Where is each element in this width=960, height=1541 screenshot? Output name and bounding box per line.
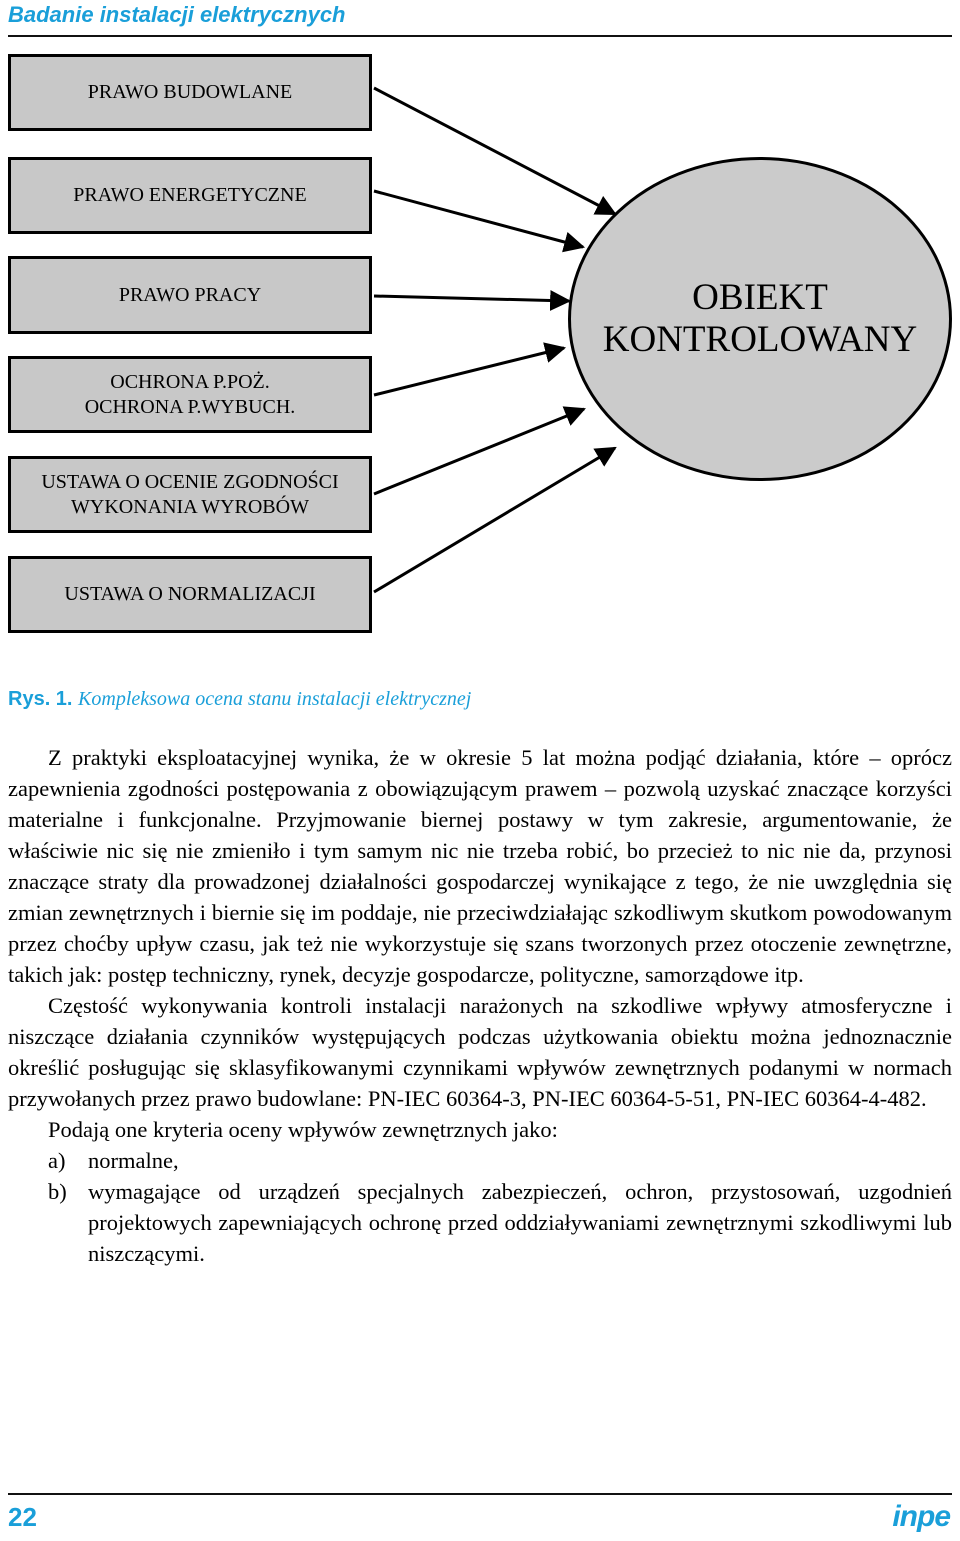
arrow-6 (374, 448, 615, 592)
running-header: Badanie instalacji elektrycznych (8, 2, 346, 27)
figure-caption (8, 688, 471, 711)
box-label-line1: USTAWA O OCENIE ZGODNOŚCI (41, 470, 339, 493)
box-label-line2: OCHRONA P.WYBUCH. (84, 395, 296, 418)
box-label-line1: OCHRONA P.POŻ. (110, 370, 270, 393)
caption-label: Rys. 1. (8, 688, 73, 710)
list-item (8, 1176, 952, 1269)
arrow-2 (374, 191, 583, 247)
paragraph-1: Z praktyki eksploatacyjnej wynika, że w okresie 5 lat można podjąć działania, które – oprócz zapewnienia zgodności postępowania z obowiązującym prawem – pozwolą uzyskać znaczące korzyści materialne i funkcjonalne. Przyjmowanie biernej postawy w tym zakresie, argumentowanie, że właściwie nic się nie zmieniło i tym samym nic nie trzeba robić, bo przecież to nic nie da, przynosi znaczące straty dla prowadzonej działalności gospodarczej wynikające z tego, że nie uwzględnia się zmian zewnętrznych i biernie się im poddaje, nie przeciwdziałając szkodliwym skutkom powodowanym przez choćby upływ czasu, jak też nie wykorzystuje się szans tworzonych przez otoczenie zewnętrzne, takich jak: postęp techniczny, rynek, decyzje gospodarcze, polityczne, samorządowe itp. (8, 745, 952, 987)
footer-rule (8, 1493, 952, 1495)
list-text: normalne, (88, 1148, 179, 1173)
list-item (8, 1145, 952, 1176)
arrow-5 (374, 409, 584, 494)
box-label: USTAWA O NORMALIZACJI (64, 583, 316, 605)
arrow-1 (374, 88, 615, 214)
body-text (8, 742, 952, 1269)
publisher-logo: inpe (892, 1500, 950, 1533)
list-text: wymagające od urządzeń specjalnych zabezpieczeń, ochron, przystosowań, uzgodnień projektowych zapewniających ochronę przed oddziaływaniami zewnętrznymi szkodliwymi lub niszczącymi. (88, 1179, 952, 1266)
caption-text: Kompleksowa ocena stanu instalacji elektrycznej (78, 688, 472, 710)
arrow-3 (374, 296, 569, 301)
box-label: PRAWO ENERGETYCZNE (73, 184, 307, 206)
box-label: PRAWO PRACY (118, 283, 262, 306)
paragraph-2: Częstość wykonywania kontroli instalacji narażonych na szkodliwe wpływy atmosferyczne i niszczące działania czynników występujących podczas użytkowania obiektu można jednoznacznie określić posługując się sklasyfikowanymi czynnikami wpływów zewnętrznych podanymi w normach przywołanych przez prawo budowlane: PN-IEC 60364-3, PN-IEC 60364-5-51, PN-IEC 60364-4-482. (8, 993, 952, 1111)
box-label-line2: WYKONANIA WYROBÓW (71, 495, 309, 518)
list-marker: b) (48, 1179, 67, 1204)
oval-line2: KONTROLOWANY (602, 319, 918, 360)
oval-line1: OBIEKT (692, 277, 828, 318)
paragraph-3: Podają one kryteria oceny wpływów zewnętrznych jako: (48, 1117, 558, 1142)
oval-obiekt-kontrolowany (568, 157, 952, 481)
list-marker: a) (48, 1148, 66, 1173)
arrow-4 (374, 348, 564, 395)
box-label: PRAWO BUDOWLANE (87, 81, 293, 103)
page-number: 22 (8, 1502, 37, 1532)
